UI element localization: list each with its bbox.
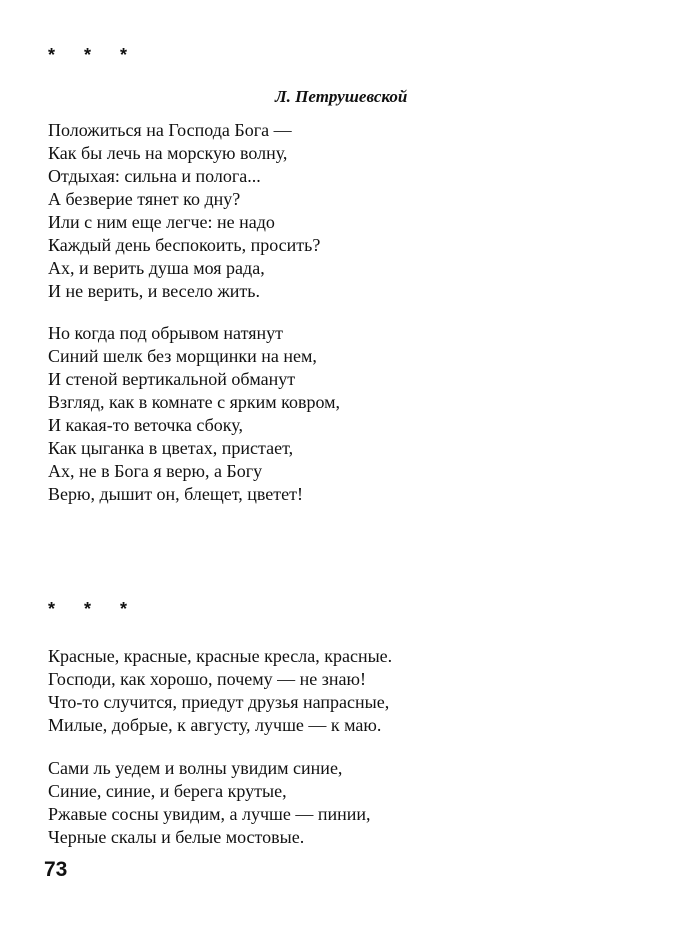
verse-line: Что-то случится, приедут друзья напрасные,: [48, 692, 390, 712]
verse-line: Как цыганка в цветах, пристает,: [48, 438, 294, 458]
poem2-stanza-1: [48, 645, 392, 737]
verse-line: Или с ним еще легче: не надо: [48, 212, 275, 232]
verse-line: Взгляд, как в комнате с ярким ковром,: [48, 392, 341, 412]
section-separator-1: * * *: [48, 45, 140, 65]
section-separator-2: * * *: [48, 599, 140, 619]
verse-line: Как бы лечь на морскую волну,: [48, 143, 288, 163]
verse-line: Отдыхая: сильна и полога...: [48, 166, 261, 186]
poem1-stanza-1: [48, 119, 320, 303]
verse-line: Сами ль уедем и волны увидим синие,: [48, 758, 343, 778]
verse-line: И стеной вертикальной обманут: [48, 369, 296, 389]
verse-line: Верю, дышит он, блещет, цветет!: [48, 484, 303, 504]
verse-line: Ах, и верить душа моя рада,: [48, 258, 265, 278]
verse-line: Господи, как хорошо, почему — не знаю!: [48, 669, 366, 689]
verse-line: Но когда под обрывом натянут: [48, 323, 283, 343]
verse-line: Положиться на Господа Бога —: [48, 120, 292, 140]
verse-line: Ржавые сосны увидим, а лучше — пинии,: [48, 804, 371, 824]
poem1-stanza-2: [48, 322, 340, 506]
verse-line: Милые, добрые, к августу, лучше — к маю.: [48, 715, 382, 735]
verse-line: Красные, красные, красные кресла, красные.: [48, 646, 393, 666]
poem2-stanza-2: [48, 757, 371, 849]
verse-line: Синий шелк без морщинки на нем,: [48, 346, 317, 366]
verse-line: И не верить, и весело жить.: [48, 281, 261, 301]
poem-dedication: Л. Петрушевской: [275, 87, 408, 106]
verse-line: А безверие тянет ко дну?: [48, 189, 241, 209]
page-number: 73: [44, 858, 68, 881]
verse-line: Ах, не в Бога я верю, а Богу: [48, 461, 263, 481]
verse-line: И какая-то веточка сбоку,: [48, 415, 243, 435]
verse-line: Синие, синие, и берега крутые,: [48, 781, 287, 801]
verse-line: Каждый день беспокоить, просить?: [48, 235, 321, 255]
verse-line: Черные скалы и белые мостовые.: [48, 827, 305, 847]
